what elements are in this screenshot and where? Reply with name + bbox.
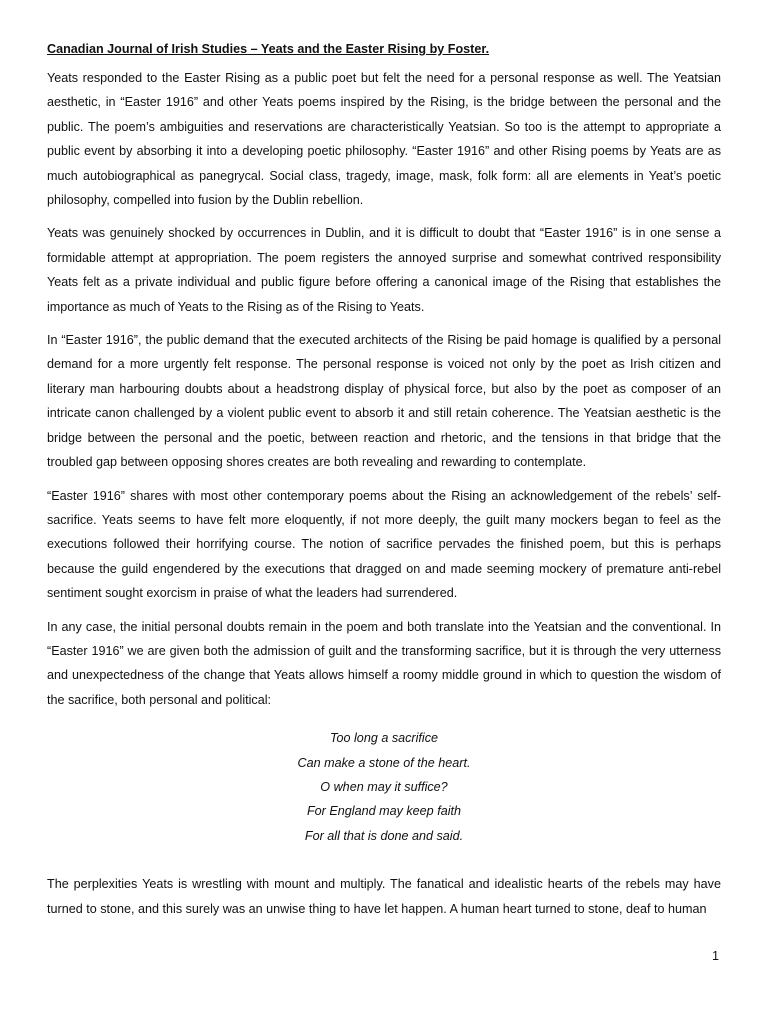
- paragraph-6: The perplexities Yeats is wrestling with mount and multiply. The fanatical and idealistic hearts of the rebels may have turned to stone, and this surely was an unwise thing to have let happen. A human heart turned to stone, deaf to human: [47, 877, 721, 916]
- document-page: [47, 40, 721, 930]
- poem-line: For all that is done and said.: [304, 828, 464, 843]
- paragraph-5: In any case, the initial personal doubts remain in the poem and both translate into the Yeatsian and the conventional. In “Easter 1916” we are given both the admission of guilt and the transforming sacrifice, but it is through the very utterness and unexpectedness of the change that Yeats allows himself a roomy middle ground in which to question the wisdom of the sacrifice, both personal and political:: [47, 619, 721, 707]
- poem-line: Too long a sacrifice: [329, 731, 439, 746]
- poem-line: For England may keep faith: [306, 804, 461, 819]
- paragraph-2: Yeats was genuinely shocked by occurrences in Dublin, and it is difficult to doubt that “Easter 1916” is in one sense a formidable attempt at appropriation. The poem registers the annoyed surprise and somewhat contrived responsibility Yeats felt as a private individual and public figure before offering a canonical image of the Rising that establishes the importance as much of Yeats to the Rising as of the Rising to Yeats.: [47, 226, 721, 314]
- paragraph-3: In “Easter 1916”, the public demand that the executed architects of the Rising be paid homage is qualified by a personal demand for a more urgently felt response. The personal response is voiced not only by the poet as Irish citizen and literary man harbouring doubts about a headstrong display of physical force, but also by the poet as composer of an intricate canon challenged by a violent public event to absorb it and still retain coherence. The Yeatsian aesthetic is the bridge between the personal and the poetic, between reaction and rhetoric, and the tensions in that bridge that the troubled gap between opposing shores creates are both revealing and rewarding to contemplate.: [47, 333, 721, 470]
- paragraph-4: “Easter 1916” shares with most other contemporary poems about the Rising an acknowledgement of the rebels’ self-sacrifice. Yeats seems to have felt more eloquently, if not more deeply, the guilt many mockers began to feel as the executions followed their horrifying course. The notion of sacrifice pervades the finished poem, but this is perhaps because the guild engendered by the executions that dragged on and made seeming mockery of premature anti-rebel sentiment sought exorcism in praise of what the leaders had surrendered.: [47, 488, 721, 601]
- page-number: 1: [712, 949, 720, 963]
- poem-line: Can make a stone of the heart.: [297, 755, 471, 770]
- document-title: Canadian Journal of Irish Studies – Yeats and the Easter Rising by Foster.: [47, 42, 490, 56]
- poem-quote: [47, 726, 721, 848]
- poem-line: O when may it suffice?: [320, 779, 448, 794]
- paragraph-1: Yeats responded to the Easter Rising as a public poet but felt the need for a personal response as well. The Yeatsian aesthetic, in “Easter 1916” and other Yeats poems inspired by the Rising, is the bridge between the personal and the public. The poem’s ambiguities and reservations are characteristically Yeatsian. So too is the attempt to appropriate a public event by absorbing it into a developing poetic philosophy. “Easter 1916” and other Rising poems by Yeats are as much autobiographical as panegrycal. Social class, tragedy, image, mask, folk form: all are elements in Yeat’s poetic philosophy, compelled into fusion by the Dublin rebellion.: [47, 71, 721, 208]
